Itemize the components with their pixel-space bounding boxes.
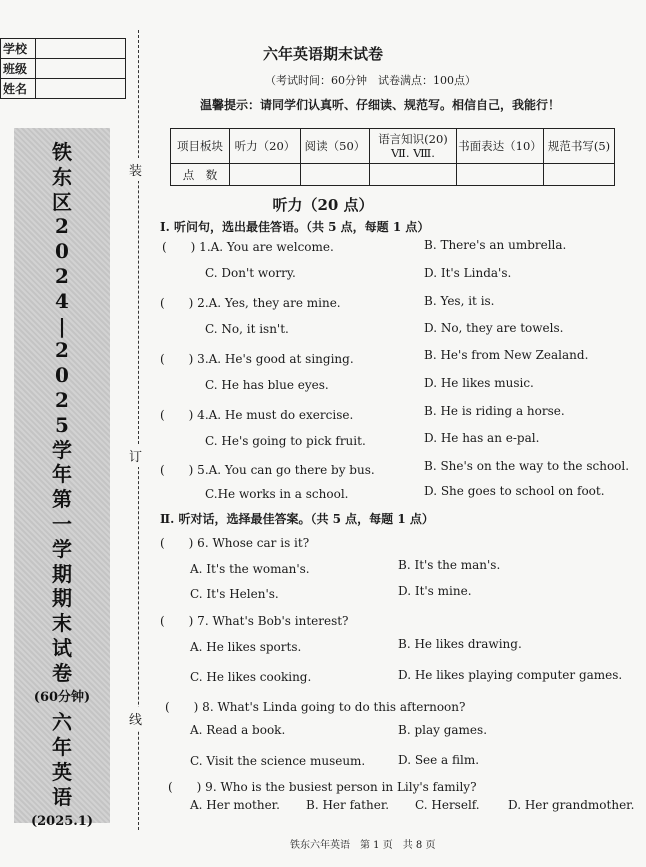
vertical-title-char: 2 <box>55 338 69 363</box>
q7-stem: ( ) 7. What's Bob's interest? <box>160 614 349 628</box>
q1-stem: ( ) 1.A. You are welcome. <box>162 240 334 254</box>
q6-option-b: B. It's the man's. <box>398 558 501 572</box>
vertical-title-char: 末 <box>52 611 72 636</box>
q3-option-c: C. He has blue eyes. <box>205 378 329 392</box>
score-cell-reading[interactable] <box>301 164 370 186</box>
binding-mark-ding: 订 <box>129 444 142 467</box>
exam-subtitle: （考试时间：60分钟 试卷满点：100点） <box>265 74 476 87</box>
vertical-title-char: 学 <box>52 437 72 462</box>
q1-option-b: B. There's an umbrella. <box>424 238 567 252</box>
vertical-title-char: 0 <box>55 363 69 388</box>
vertical-title-char: 第 <box>52 487 72 512</box>
score-header-category: 项目板块 <box>171 129 230 164</box>
vertical-title-char: 试 <box>52 635 72 660</box>
vertical-title-char: 0 <box>55 239 69 264</box>
vertical-title-char: 2 <box>55 387 69 412</box>
vertical-title-char: 铁 <box>52 140 72 164</box>
q1-option-c: C. Don't worry. <box>205 266 296 280</box>
part1-title: Ⅰ. 听问句，选出最佳答语。（共 5 点，每题 1 点） <box>160 220 430 234</box>
q9-option-d: D. Her grandmother. <box>508 798 635 812</box>
q8-stem: ( ) 8. What's Linda going to do this afternoon? <box>165 700 466 714</box>
q5-option-b: B. She's on the way to the school. <box>424 459 630 473</box>
vertical-title-char: 4 <box>55 288 69 313</box>
score-cell-listening[interactable] <box>230 164 301 186</box>
q6-option-a: A. It's the woman's. <box>190 562 310 576</box>
q5-option-c: C.He works in a school. <box>205 487 349 501</box>
vertical-title-char: | <box>58 313 66 338</box>
q9-stem: ( ) 9. Who is the busiest person in Lily's family? <box>168 780 477 794</box>
exam-title-sidebar <box>14 128 110 829</box>
vertical-exam-title <box>14 140 110 834</box>
info-field-name[interactable] <box>36 79 126 99</box>
score-cell-writing[interactable] <box>457 164 544 186</box>
q6-stem: ( ) 6. Whose car is it? <box>160 536 310 550</box>
binding-mark-zhuang: 装 <box>129 158 142 181</box>
q4-option-d: D. He has an e-pal. <box>424 431 540 445</box>
score-row-label: 点 数 <box>171 164 230 186</box>
q5-stem: ( ) 5.A. You can go there by bus. <box>160 463 375 477</box>
q3-option-b: B. He's from New Zealand. <box>424 348 589 362</box>
vertical-title-char: 5 <box>55 412 69 437</box>
vertical-title-char: 英 <box>52 759 72 784</box>
q8-option-a: A. Read a book. <box>190 723 286 737</box>
vertical-title-char: 卷 <box>52 660 72 685</box>
score-table-points-row <box>171 164 615 186</box>
q6-option-c: C. It's Helen's. <box>190 587 279 601</box>
q3-option-d: D. He likes music. <box>424 376 534 390</box>
q8-option-c: C. Visit the science museum. <box>190 754 366 768</box>
q3-stem: ( ) 3.A. He's good at singing. <box>160 352 354 366</box>
q9-option-b: B. Her father. <box>306 798 390 812</box>
info-label-school: 学校 <box>1 39 36 59</box>
exam-tip: 温馨提示：请同学们认真听、仔细读、规范写。相信自己，我能行！ <box>200 98 561 112</box>
q4-option-c: C. He's going to pick fruit. <box>205 434 366 448</box>
score-header-writing: 书面表达（10） <box>457 129 544 164</box>
info-label-name: 姓名 <box>1 79 36 99</box>
q7-option-c: C. He likes cooking. <box>190 670 312 684</box>
q2-option-c: C. No, it isn't. <box>205 322 289 336</box>
score-header-reading: 阅读（50） <box>301 129 370 164</box>
vertical-title-char: (60分钟) <box>33 689 91 705</box>
page-footer: 铁东六年英语 第 1 页 共 8 页 <box>290 840 436 851</box>
score-table <box>170 128 615 186</box>
vertical-title-char: 2 <box>55 214 69 239</box>
binding-mark-xian: 线 <box>129 707 142 730</box>
q2-option-b: B. Yes, it is. <box>424 294 495 308</box>
vertical-title-char: 一 <box>52 511 72 536</box>
part2-title: Ⅱ. 听对话，选择最佳答案。（共 5 点，每题 1 点） <box>160 512 434 526</box>
q7-option-a: A. He likes sports. <box>190 640 302 654</box>
listening-section-title: 听力（20 点） <box>272 196 374 214</box>
score-table-header-row <box>171 129 615 164</box>
q2-option-d: D. No, they are towels. <box>424 321 564 335</box>
vertical-title-char: 六 <box>52 710 72 735</box>
score-header-listening: 听力（20） <box>230 129 301 164</box>
vertical-title-char: 年 <box>52 735 72 760</box>
q4-stem: ( ) 4.A. He must do exercise. <box>160 408 354 422</box>
q2-stem: ( ) 2.A. Yes, they are mine. <box>160 296 341 310</box>
q1-option-d: D. It's Linda's. <box>424 266 512 280</box>
vertical-title-char: 期 <box>52 586 72 611</box>
vertical-title-char: 区 <box>52 189 72 214</box>
q7-option-d: D. He likes playing computer games. <box>398 668 623 682</box>
score-header-handwriting: 规范书写(5) <box>544 129 615 164</box>
q5-option-d: D. She goes to school on foot. <box>424 484 605 498</box>
score-cell-handwriting[interactable] <box>544 164 615 186</box>
vertical-title-char: 语 <box>52 784 72 809</box>
score-header-language: 语言知识(20) Ⅶ. Ⅷ. <box>370 129 457 164</box>
q9-option-c: C. Herself. <box>415 798 480 812</box>
vertical-title-char: 年 <box>52 462 72 487</box>
q9-option-a: A. Her mother. <box>190 798 280 812</box>
vertical-title-char: 学 <box>52 536 72 561</box>
vertical-title-char: 2 <box>55 263 69 288</box>
info-row-name <box>1 79 126 99</box>
vertical-title-char: (2025.1) <box>30 813 94 829</box>
info-label-class: 班级 <box>1 59 36 79</box>
q8-option-b: B. play games. <box>398 723 488 737</box>
score-cell-language[interactable] <box>370 164 457 186</box>
q8-option-d: D. See a film. <box>398 753 480 767</box>
vertical-title-char: 东 <box>52 164 72 189</box>
q7-option-b: B. He likes drawing. <box>398 637 522 651</box>
exam-title: 六年英语期末试卷 <box>262 45 383 63</box>
q4-option-b: B. He is riding a horse. <box>424 404 565 418</box>
q6-option-d: D. It's mine. <box>398 584 472 598</box>
vertical-title-char: 期 <box>52 561 72 586</box>
